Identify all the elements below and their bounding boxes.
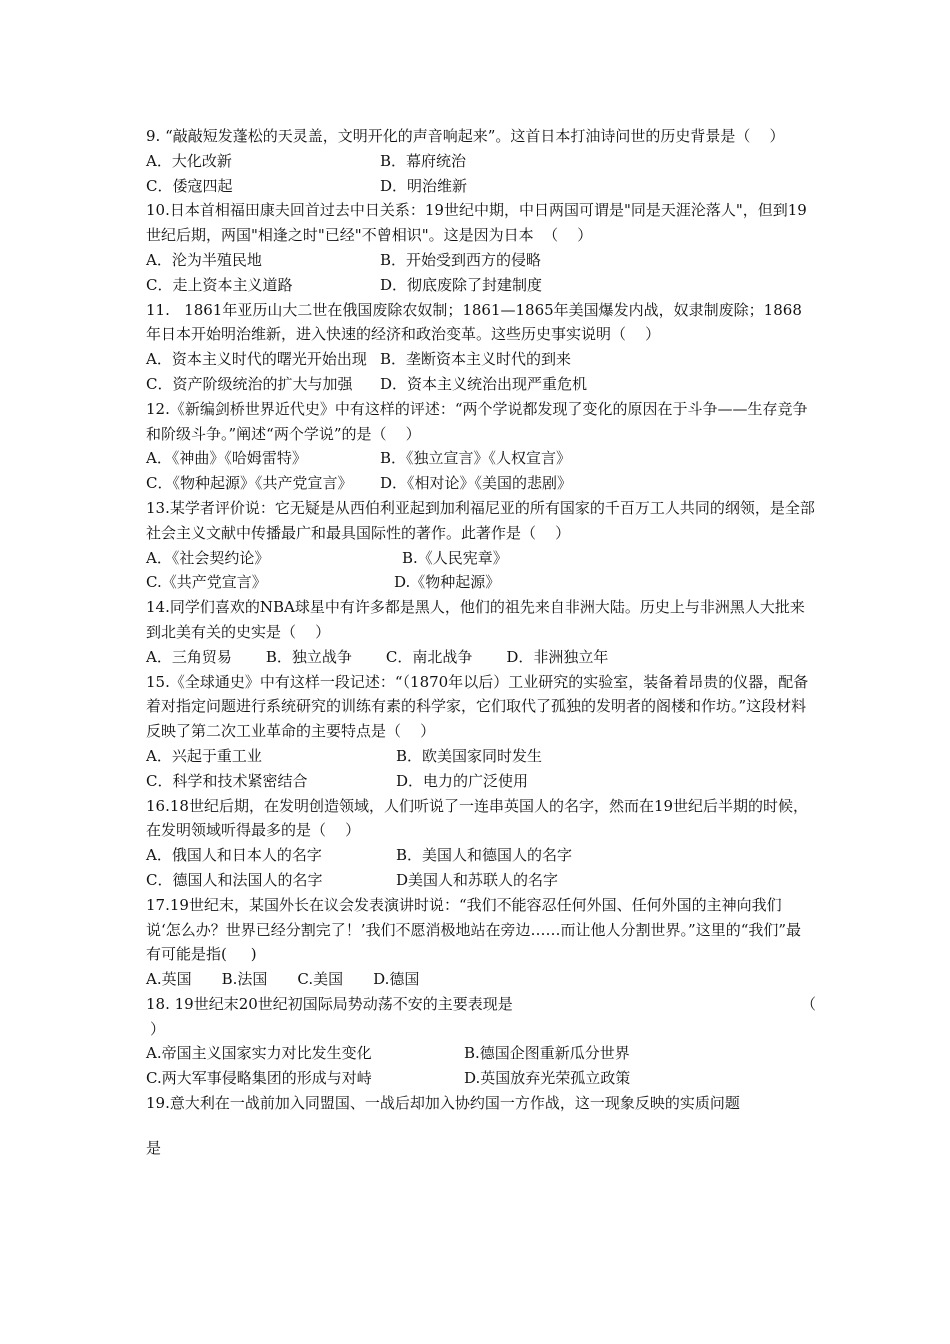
question-stem: 18. 19世纪末20世纪初国际局势动荡不安的主要表现是 <box>146 994 513 1013</box>
question-stem: 9. “敲敲短发蓬松的天灵盖，文明开化的声音响起来”。这首日本打油诗问世的历史背景是（ ） <box>146 127 785 145</box>
option-d: D．非洲独立年 <box>506 647 609 666</box>
option-c: C．德国人和法国人的名字 <box>146 870 323 889</box>
options-row <box>146 347 816 372</box>
option-d: D．《相对论》《美国的悲剧》 <box>380 474 573 493</box>
question-stem: 17.19世纪末，某国外长在议会发表演讲时说：“我们不能容忍任何外国、任何外国的主神向我们说‘怎么办？世界已经分割完了！’我们不愿消极地站在旁边……而让他人分割世界。”这里的“我们”最有可能是指( ) <box>146 895 802 964</box>
options-row <box>146 1066 816 1091</box>
question-stem: 16.18世纪后期，在发明创造领域，人们听说了一连串英国人的名字，然而在19世纪后半期的时候，在发明领域听得最多的是（ ） <box>146 796 809 840</box>
option-b: B．垄断资本主义时代的到来 <box>380 350 572 369</box>
option-d: D．电力的广泛使用 <box>396 771 529 790</box>
question-stem: 12.《新编剑桥世界近代史》中有这样的评述：“两个学说都发现了变化的原因在于斗争——生存竞争和阶级斗争。”阐述“两个学说”的是（ ） <box>146 399 808 443</box>
options-row <box>146 769 816 794</box>
option-a: A．大化改新 <box>146 151 232 170</box>
question-stem: 15.《全球通史》中有这样一段记述：“（1870年以后）工业研究的实验室，装备着昂贵的仪器，配备着对指定问题进行系统研究的训练有素的科学家，它们取代了孤独的发明者的阁楼和作坊。”这段材料反映了第二次工业革命的主要特点是（ ） <box>146 672 809 741</box>
question-11 <box>146 298 816 397</box>
option-c: C.《共产党宣言》 <box>146 573 267 592</box>
option-a: A.英国 <box>146 970 192 989</box>
option-b: B．开始受到西方的侵略 <box>380 250 542 269</box>
option-c: C．《物种起源》《共产党宣言》 <box>146 474 353 493</box>
question-stem: 19.意大利在一战前加入同盟国、一战后却加入协约国一方作战，这一现象反映的实质问题 <box>146 1094 740 1113</box>
option-c: C．南北战争 <box>385 647 473 666</box>
option-c: C．科学和技术紧密结合 <box>146 771 308 790</box>
options-row <box>146 843 816 868</box>
option-b: B.法国 <box>221 970 268 989</box>
question-13 <box>146 496 816 595</box>
option-b: B．独立战争 <box>265 647 352 666</box>
option-d: D美国人和苏联人的名字 <box>396 870 559 889</box>
options-row <box>146 471 816 496</box>
option-b: B．幕府统治 <box>380 151 467 170</box>
options-row <box>146 273 816 298</box>
options-row <box>146 1041 816 1066</box>
option-a: A．兴起于重工业 <box>146 746 262 765</box>
options-row <box>146 967 816 992</box>
options-row <box>146 570 816 595</box>
option-a: A．俄国人和日本人的名字 <box>146 846 322 865</box>
question-14 <box>146 595 816 669</box>
option-d: D.德国 <box>373 970 420 989</box>
option-d: D．明治维新 <box>380 176 468 195</box>
options-row <box>146 248 816 273</box>
spacer <box>146 1116 816 1136</box>
question-16 <box>146 794 816 893</box>
option-b: B．美国人和德国人的名字 <box>396 846 573 865</box>
options-row <box>146 868 816 893</box>
answer-bracket-open: （ <box>800 994 816 1013</box>
options-row <box>146 372 816 397</box>
options-row <box>146 645 816 670</box>
option-a: A．《社会契约论》 <box>146 548 270 567</box>
options-row <box>146 446 816 471</box>
option-a: A．三角贸易 <box>146 647 232 666</box>
question-18 <box>146 992 816 1091</box>
options-row <box>146 149 816 174</box>
option-c: C.美国 <box>297 970 344 989</box>
question-list <box>146 124 816 1161</box>
question-stem-line <box>146 992 816 1017</box>
option-d: D.《物种起源》 <box>394 573 501 592</box>
question-10 <box>146 198 816 297</box>
options-row <box>146 174 816 199</box>
question-9 <box>146 124 816 198</box>
question-19 <box>146 1091 816 1161</box>
option-b: B．欧美国家同时发生 <box>396 746 543 765</box>
option-c: C．倭寇四起 <box>146 176 233 195</box>
option-b: B．《独立宣言》《人权宣言》 <box>380 449 572 468</box>
option-a: A．《神曲》《哈姆雷特》 <box>146 449 307 468</box>
question-17 <box>146 893 816 992</box>
option-b: B.德国企图重新瓜分世界 <box>464 1044 630 1063</box>
question-stem-tail: 是 <box>146 1138 162 1157</box>
option-a: A．资本主义时代的曙光开始出现 <box>146 350 367 369</box>
options-row <box>146 744 816 769</box>
answer-bracket-close: ） <box>150 1019 166 1038</box>
option-c: C．走上资本主义道路 <box>146 275 293 294</box>
option-d: D．资本主义统治出现严重危机 <box>380 374 588 393</box>
option-a: A．沦为半殖民地 <box>146 250 262 269</box>
question-15 <box>146 670 816 794</box>
option-d: D.英国放弃光荣孤立政策 <box>464 1069 631 1088</box>
option-d: D．彻底废除了封建制度 <box>380 275 543 294</box>
options-row <box>146 546 816 571</box>
option-c: C.两大军事侵略集团的形成与对峙 <box>146 1069 372 1088</box>
option-a: A.帝国主义国家实力对比发生变化 <box>146 1044 372 1063</box>
question-stem: 14.同学们喜欢的NBA球星中有许多都是黑人，他们的祖先来自非洲大陆。历史上与非洲黑人大批来到北美有关的史实是（ ） <box>146 598 805 641</box>
option-c: C．资产阶级统治的扩大与加强 <box>146 374 353 393</box>
question-stem: 11. 1861年亚历山大二世在俄国废除农奴制；1861—1865年美国爆发内战，奴隶制废除；1868年日本开始明治维新，进入快速的经济和政治变革。这些历史事实说明（ ） <box>146 300 802 344</box>
question-12 <box>146 397 816 496</box>
option-b: B.《人民宪章》 <box>402 548 508 567</box>
question-stem: 13.某学者评价说：它无疑是从西伯利亚起到加利福尼亚的所有国家的千百万工人共同的纲领，是全部社会主义文献中传播最广和最具国际性的著作。此著作是（ ） <box>146 498 815 542</box>
question-stem: 10.日本首相福田康夫回首过去中日关系：19世纪中期，中日两国可谓是"同是天涯沦落人"，但到19世纪后期，两国"相逢之时"已经"不曾相识"。这是因为日本 （ ） <box>146 201 807 245</box>
